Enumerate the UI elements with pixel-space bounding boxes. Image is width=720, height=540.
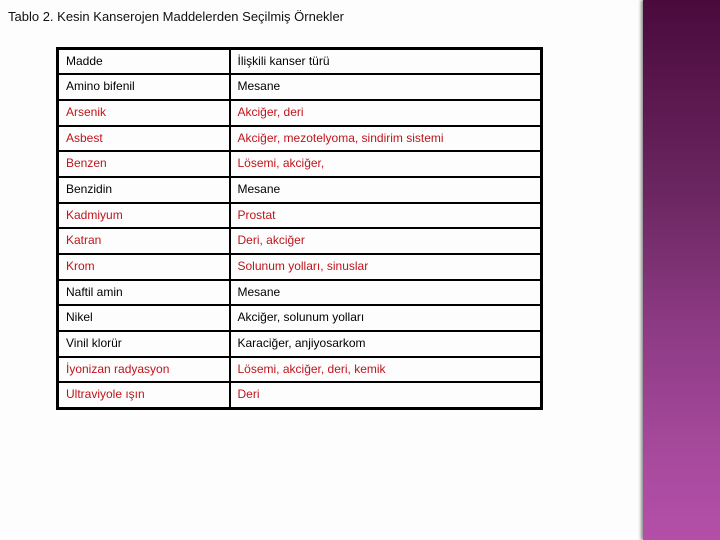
slide-title: Tablo 2. Kesin Kanserojen Maddelerden Seçilmiş Örnekler xyxy=(8,9,345,24)
cell-kanser: Akciğer, solunum yolları xyxy=(230,305,542,331)
cell-kanser: Mesane xyxy=(230,177,542,203)
cell-kanser: Mesane xyxy=(230,74,542,100)
cell-kanser: Lösemi, akciğer, deri, kemik xyxy=(230,357,542,383)
cell-madde: Naftil amin xyxy=(58,280,230,306)
cell-madde: Asbest xyxy=(58,126,230,152)
cell-madde: İyonizan radyasyon xyxy=(58,357,230,383)
cell-kanser: Solunum yolları, sinuslar xyxy=(230,254,542,280)
cell-madde: Amino bifenil xyxy=(58,74,230,100)
table-row xyxy=(58,203,542,229)
cell-madde: Arsenik xyxy=(58,100,230,126)
cell-madde: Katran xyxy=(58,228,230,254)
table-row xyxy=(58,280,542,306)
table-row xyxy=(58,305,542,331)
table-row xyxy=(58,126,542,152)
table-row xyxy=(58,357,542,383)
cell-madde: Krom xyxy=(58,254,230,280)
table-row xyxy=(58,382,542,408)
decorative-sidebar xyxy=(643,0,720,540)
table-header-row xyxy=(58,49,542,75)
cell-kanser: Mesane xyxy=(230,280,542,306)
cell-madde: Ultraviyole ışın xyxy=(58,382,230,408)
cell-kanser: Deri, akciğer xyxy=(230,228,542,254)
cell-madde: Nikel xyxy=(58,305,230,331)
table-row xyxy=(58,151,542,177)
cell-kanser: Prostat xyxy=(230,203,542,229)
cell-madde: Vinil klorür xyxy=(58,331,230,357)
table-row xyxy=(58,74,542,100)
cell-kanser: Akciğer, deri xyxy=(230,100,542,126)
table-row xyxy=(58,100,542,126)
header-madde: Madde xyxy=(58,49,230,75)
table-row xyxy=(58,254,542,280)
cell-madde: Benzidin xyxy=(58,177,230,203)
table-row xyxy=(58,228,542,254)
cell-kanser: Karaciğer, anjiyosarkom xyxy=(230,331,542,357)
cell-madde: Benzen xyxy=(58,151,230,177)
cell-kanser: Lösemi, akciğer, xyxy=(230,151,542,177)
table-row xyxy=(58,177,542,203)
header-kanser: İlişkili kanser türü xyxy=(230,49,542,75)
cell-madde: Kadmiyum xyxy=(58,203,230,229)
cell-kanser: Deri xyxy=(230,382,542,408)
cell-kanser: Akciğer, mezotelyoma, sindirim sistemi xyxy=(230,126,542,152)
carcinogen-table xyxy=(56,47,543,410)
table-row xyxy=(58,331,542,357)
